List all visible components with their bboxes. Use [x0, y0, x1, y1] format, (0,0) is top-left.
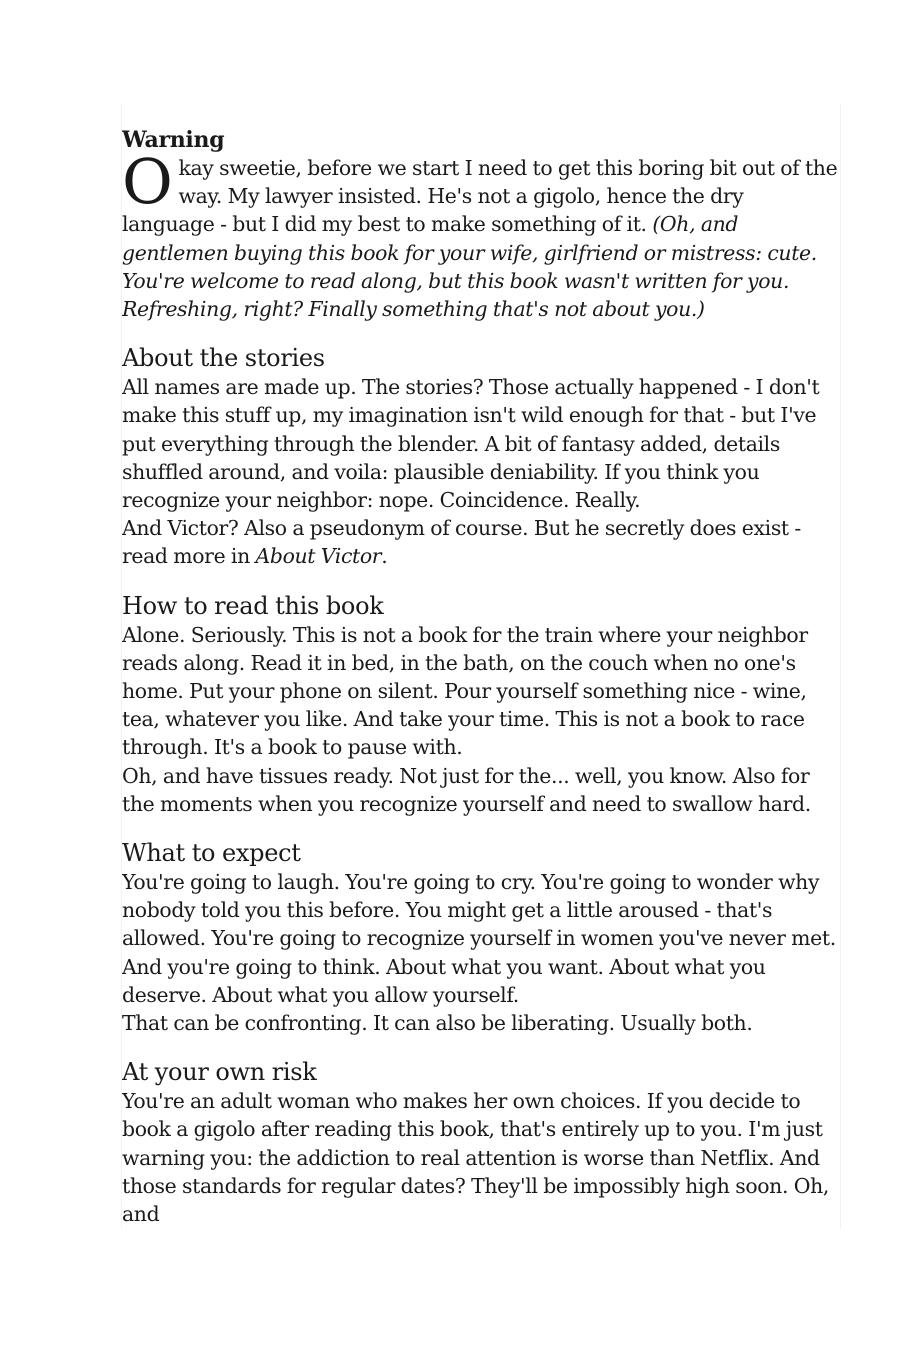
about-stories-paragraph-2-text: And Victor? Also a pseudonym of course. But he secretly does exist - read more in: [122, 516, 801, 569]
about-victor-reference: About Victor: [255, 544, 382, 569]
how-to-read-paragraph-2: Oh, and have tissues ready. Not just for the... well, you know. Also for the moments when you recognize yourself and need to swallow hard.: [122, 763, 811, 816]
section-heading-own-risk: At your own risk: [122, 1058, 317, 1087]
what-to-expect-paragraph-2: That can be confronting. It can also be liberating. Usually both.: [122, 1011, 753, 1036]
about-stories-paragraph-2-end: .: [381, 544, 388, 569]
warning-intro: [122, 145, 840, 323]
about-stories-paragraph-1: All names are made up. The stories? Those actually happened - I don't make this stuff up, my imagination isn't wild enough for that - but I've put everything through the blender. A bit of fantasy added, details shuffled around, and voila: plausible deniability. If you think you recognize your neighbor: nope. Coincidence. Really.: [122, 375, 820, 513]
own-risk-paragraph-1: You're an adult woman who makes her own choices. If you decide to book a gigolo after reading this book, that's entirely up to you. I'm just warning you: the addiction to real attention is worse than Netflix. And those standards for regular dates? They'll be impossibly high soon. Oh, and: [122, 1089, 830, 1227]
book-page: [121, 104, 841, 1228]
drop-cap: O: [122, 145, 173, 218]
about-stories-paragraph-2: [122, 514, 840, 570]
section-heading-what-to-expect: What to expect: [122, 839, 301, 868]
warning-title: Warning: [122, 127, 225, 153]
warning-intro-text: kay sweetie, before we start I need to get this boring bit out of the way. My lawyer insisted. He's not a gigolo, hence the dry language - but I did my best to make something of it.: [122, 156, 838, 237]
how-to-read-paragraph-1: Alone. Seriously. This is not a book for the train where your neighbor reads along. Read it in bed, in the bath, on the couch when no one's home. Put your phone on silent. Pour yourself something nice - wine, tea, whatever you like. And take your time. This is not a book to race through. It's a book to pause with.: [122, 622, 808, 760]
section-heading-how-to-read: How to read this book: [122, 591, 384, 620]
what-to-expect-paragraph-1: You're going to laugh. You're going to cry. You're going to wonder why nobody told you this before. You might get a little aroused - that's allowed. You're going to recognize yourself in women you've never met. And you're going to think. About what you want. About what you deserve. About what you allow yourself.: [122, 870, 836, 1007]
section-heading-about-stories: About the stories: [122, 344, 325, 373]
warning-intro-aside: (Oh, and gentlemen buying this book for your wife, girlfriend or mistress: cute. You're welcome to read along, but this book wasn't written for you. Refreshing, right? Finally something that's not about you.): [122, 212, 817, 322]
